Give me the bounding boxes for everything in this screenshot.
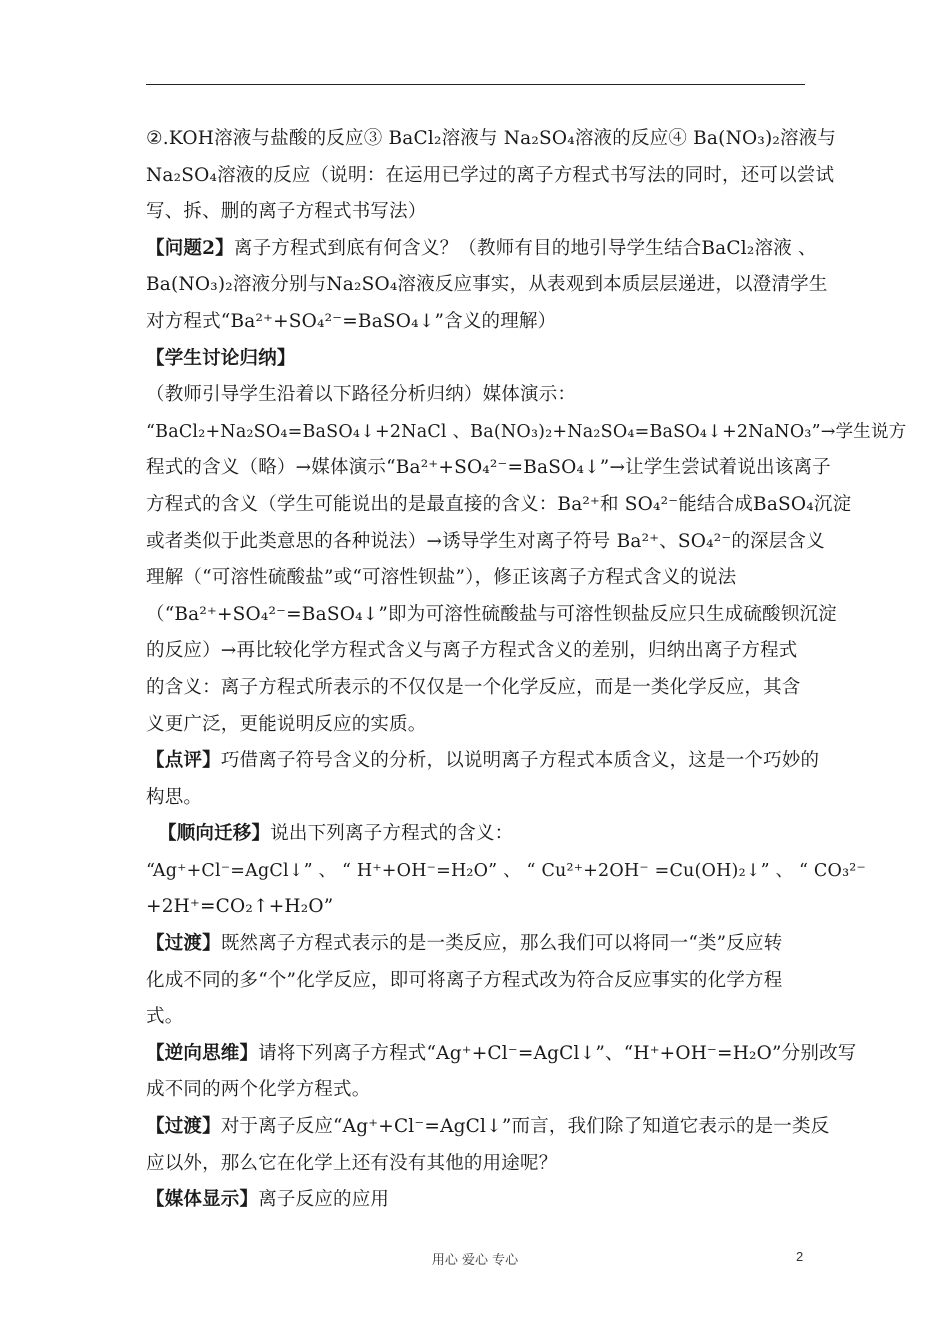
text-line: （教师引导学生沿着以下路径分析归纳）媒体演示： xyxy=(146,384,577,406)
page-footer: 用心 爱心 专心 xyxy=(431,1253,519,1268)
student-discussion-heading: 【学生讨论归纳】 xyxy=(146,347,296,369)
text-line: Ba(NO₃)₂溶液分别与Na₂SO₄溶液反应事实，从表观到本质层层递进，以澄清学生 xyxy=(146,274,828,296)
text-line: （“Ba²⁺+SO₄²⁻=BaSO₄↓”即为可溶性硫酸盐与可溶性钡盐反应只生成硫酸钡沉淀 xyxy=(146,603,837,625)
text-line: 化成不同的多“个”化学反应，即可将离子方程式改为符合反应事实的化学方程 xyxy=(146,969,783,991)
text-line: 或者类似于此类意思的各种说法）→诱导学生对离子符号 Ba²⁺、SO₄²⁻的深层含义 xyxy=(146,530,825,552)
text-line: 对方程式“Ba²⁺+SO₄²⁻=BaSO₄↓”含义的理解） xyxy=(146,310,557,332)
text-line: +2H⁺=CO₂↑+H₂O” xyxy=(146,896,334,918)
text-line: 应以外，那么它在化学上还有没有其他的用途呢？ xyxy=(146,1152,558,1174)
text-line: 程式的含义（略）→媒体演示“Ba²⁺+SO₄²⁻=BaSO₄↓”→让学生尝试着说出该离子 xyxy=(146,457,831,479)
header-rule xyxy=(146,84,805,85)
text-line: 的含义：离子方程式所表示的不仅仅是一个化学反应，而是一类化学反应，其含 xyxy=(146,676,801,698)
text-line: 写、拆、删的离子方程式书写法） xyxy=(146,201,427,223)
text-line: Na₂SO₄溶液的反应（说明：在运用已学过的离子方程式书写法的同时，还可以尝试 xyxy=(146,164,835,186)
reverse-thinking-heading: 【逆向思维】请将下列离子方程式“Ag⁺+Cl⁻=AgCl↓”、“H⁺+OH⁻=H₂O”分别改写 xyxy=(146,1042,857,1064)
text-line: ②.KOH溶液与盐酸的反应③ BaCl₂溶液与 Na₂SO₄溶液的反应④ Ba(NO₃)₂溶液与 xyxy=(146,128,837,149)
media-display-heading: 【媒体显示】离子反应的应用 xyxy=(146,1189,390,1211)
text-line: 构思。 xyxy=(146,786,203,808)
comment-heading: 【点评】巧借离子符号含义的分析，以说明离子方程式本质含义，这是一个巧妙的 xyxy=(146,750,820,772)
text-line: “Ag⁺+Cl⁻=AgCl↓” 、 “ H⁺+OH⁻=H₂O” 、 “ Cu²⁺+2OH⁻ =Cu(OH)₂↓” 、 “ CO₃²⁻ xyxy=(146,860,866,881)
document-body xyxy=(146,121,907,1219)
page-number: 2 xyxy=(796,1249,804,1264)
transition-heading: 【过渡】既然离子方程式表示的是一类反应，那么我们可以将同一“类”反应转 xyxy=(146,933,783,955)
text-line: 理解（“可溶性硫酸盐”或“可溶性钡盐”），修正该离子方程式含义的说法 xyxy=(146,567,737,589)
text-line: 成不同的两个化学方程式。 xyxy=(146,1079,371,1101)
question-2-heading: 【问题2】离子方程式到底有何含义？（教师有目的地引导学生结合BaCl₂溶液 、 xyxy=(146,237,817,259)
text-line: “BaCl₂+Na₂SO₄=BaSO₄↓+2NaCl 、Ba(NO₃)₂+Na₂SO₄=BaSO₄↓+2NaNO₃”→学生说方 xyxy=(146,421,907,442)
text-line: 方程式的含义（学生可能说出的是最直接的含义：Ba²⁺和 SO₄²⁻能结合成BaSO₄沉淀 xyxy=(146,493,852,515)
forward-transfer-heading: 【顺向迁移】说出下列离子方程式的含义： xyxy=(158,823,514,845)
text-line: 式。 xyxy=(146,1006,184,1028)
text-line: 义更广泛，更能说明反应的实质。 xyxy=(146,713,427,735)
text-line: 的反应）→再比较化学方程式含义与离子方程式含义的差别，归纳出离子方程式 xyxy=(146,640,798,662)
transition-heading-2: 【过渡】对于离子反应“Ag⁺+Cl⁻=AgCl↓”而言，我们除了知道它表示的是一类反 xyxy=(146,1116,830,1138)
